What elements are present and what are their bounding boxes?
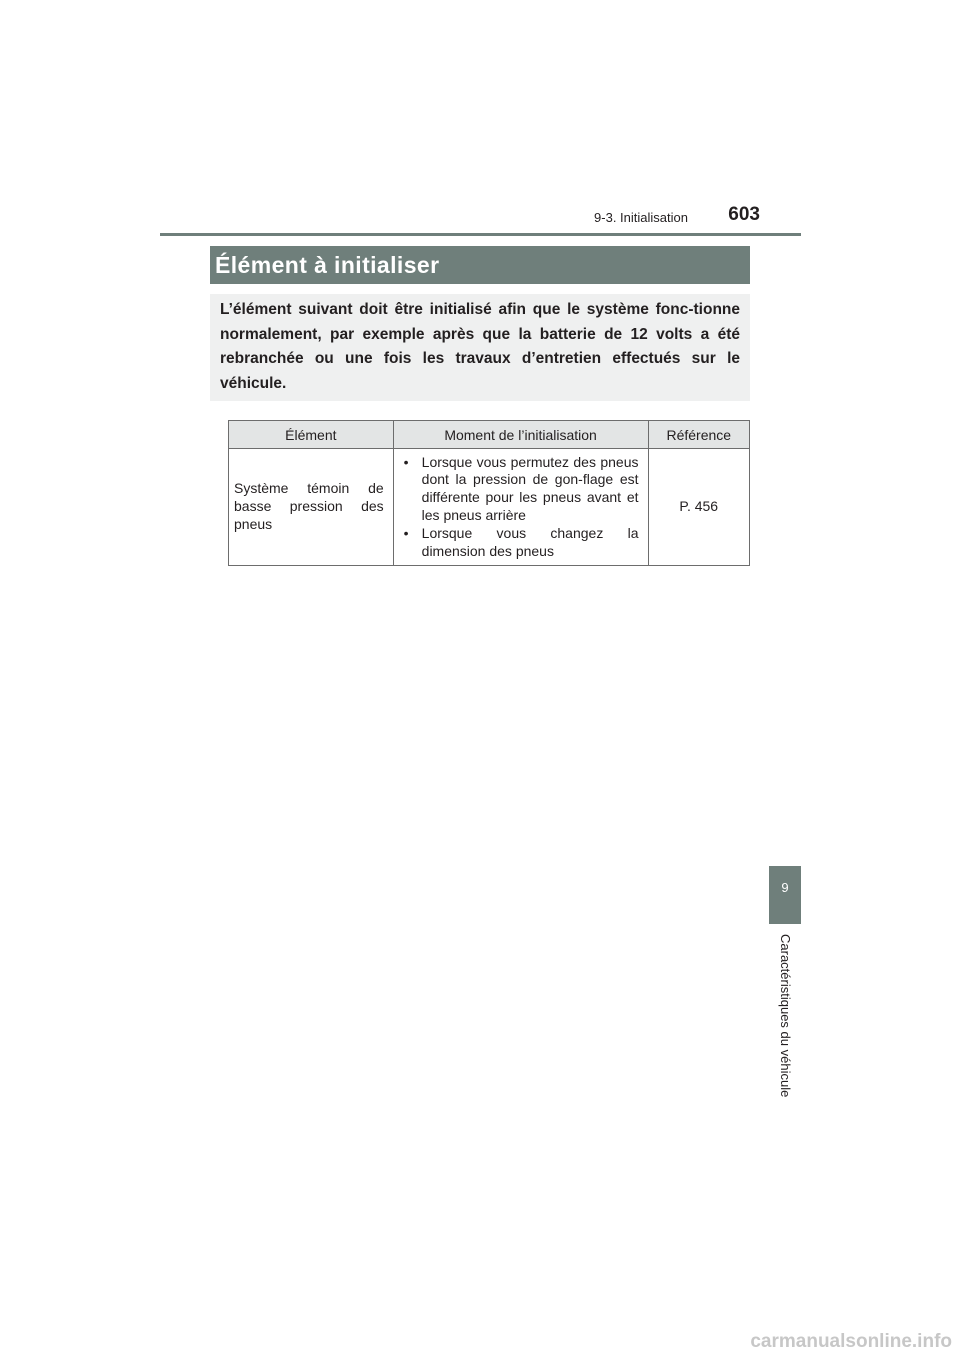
section-label: 9-3. Initialisation	[594, 210, 688, 225]
watermark-text: carmanualsonline.info	[750, 1331, 952, 1352]
reference-cell: P. 456	[648, 449, 750, 566]
column-header-reference: Référence	[648, 421, 750, 449]
table-header-row	[229, 421, 750, 449]
table-row	[229, 449, 750, 566]
list-item: • Lorsque vous changez la dimension des pneus	[404, 525, 639, 561]
column-header-item: Élément	[229, 421, 394, 449]
page-number: 603	[728, 204, 760, 225]
chapter-tab: 9	[769, 866, 801, 924]
intro-paragraph: L’élément suivant doit être initialisé afin que le système fonc-tionne normalement, par exemple après que la batterie de 12 volts a été rebranchée ou une fois les travaux d’entretien effectués sur le véhicule.	[210, 294, 750, 401]
initialization-table	[228, 420, 750, 566]
chapter-label: Caractéristiques du véhicule	[778, 934, 793, 1098]
list-item: • Lorsque vous permutez des pneus dont la pression de gon-flage est différente pour les pneus avant et les pneus arrière	[404, 454, 639, 525]
section-title: Élément à initialiser	[210, 246, 750, 284]
moment-list	[404, 454, 639, 561]
header-divider	[160, 233, 801, 236]
column-header-moment: Moment de l’initialisation	[393, 421, 648, 449]
item-cell: Système témoin de basse pression des pneus	[229, 449, 394, 566]
moment-cell	[393, 449, 648, 566]
